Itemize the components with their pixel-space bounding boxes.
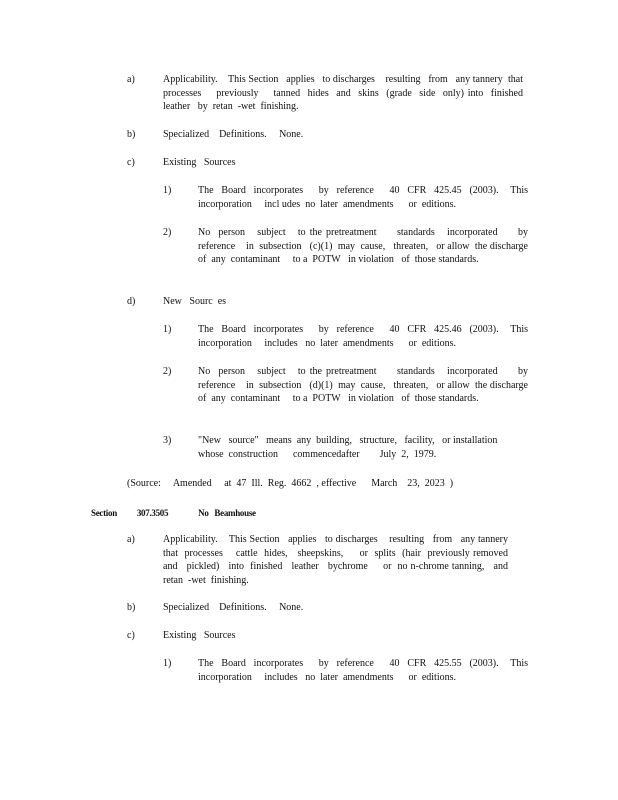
subsection-c1-text: The Board incorporates by reference 40 CFR 425.45 (2003). This incorporation incl udes no later amendments or editions. bbox=[198, 185, 531, 210]
subsection-a-text: Applicability. This Section applies to discharges resulting from any tannery that processes previously tanned hides and skins (grade side only) into finished leather by retan -wet finishing. bbox=[163, 74, 531, 113]
section-title: No Beamhouse bbox=[198, 508, 256, 518]
subsection-c-heading: Existing Sources bbox=[163, 157, 236, 168]
subsection-c-marker: c) bbox=[127, 630, 135, 641]
subsection-d2-marker: 2) bbox=[163, 366, 172, 377]
subsection-b-text: Specialized Definitions. None. bbox=[163, 129, 304, 140]
subsection-c1-text: The Board incorporates by reference 40 CFR 425.55 (2003). This incorporation includes no later amendments or editions. bbox=[198, 658, 531, 683]
subsection-c-marker: c) bbox=[127, 157, 135, 168]
section-heading bbox=[91, 507, 256, 519]
subsection-a-marker: a) bbox=[127, 74, 135, 85]
subsection-d1-text: The Board incorporates by reference 40 CFR 425.46 (2003). This incorporation includes no later amendments or editions. bbox=[198, 324, 531, 349]
subsection-b-marker: b) bbox=[127, 602, 136, 613]
subsection-b-text: Specialized Definitions. None. bbox=[163, 602, 304, 613]
subsection-a-marker: a) bbox=[127, 534, 135, 545]
subsection-a-text: Applicability. This Section applies to discharges resulting from any tannery that processes cattle hides, sheepskins, or splits (hair previously removed and pickled) into finished leather bychrome or no n-chrome tanning, and retan -wet finishing. bbox=[163, 534, 518, 586]
subsection-c2-marker: 2) bbox=[163, 227, 172, 238]
source-note: (Source: Amended at 47 Ill. Reg. 4662 , effective March 23, 2023 ) bbox=[127, 478, 454, 489]
subsection-d-marker: d) bbox=[127, 296, 136, 307]
subsection-c1-marker: 1) bbox=[163, 185, 172, 196]
subsection-c1-marker: 1) bbox=[163, 658, 172, 669]
subsection-d1-marker: 1) bbox=[163, 324, 172, 335]
subsection-d2-text: No person subject to the pretreatment standards incorporated by reference in subsection (d)(1) may cause, threaten, or allow the discharge of any contaminant to a POTW in violation of those standards. bbox=[198, 366, 538, 405]
section-label: Section bbox=[91, 508, 117, 518]
subsection-c-heading: Existing Sources bbox=[163, 630, 236, 641]
subsection-b-marker: b) bbox=[127, 129, 136, 140]
subsection-d-heading: New Sourc es bbox=[163, 296, 227, 307]
subsection-c2-text: No person subject to the pretreatment standards incorporated by reference in subsection (c)(1) may cause, threaten, or allow the discharge of any contaminant to a POTW in violation of those standards. bbox=[198, 227, 538, 266]
subsection-d3-text: "New source" means any building, structure, facility, or installation whose construction commencedafter July 2, 1979. bbox=[198, 435, 505, 460]
section-number: 307.3505 bbox=[136, 508, 169, 518]
subsection-d3-marker: 3) bbox=[163, 435, 172, 446]
